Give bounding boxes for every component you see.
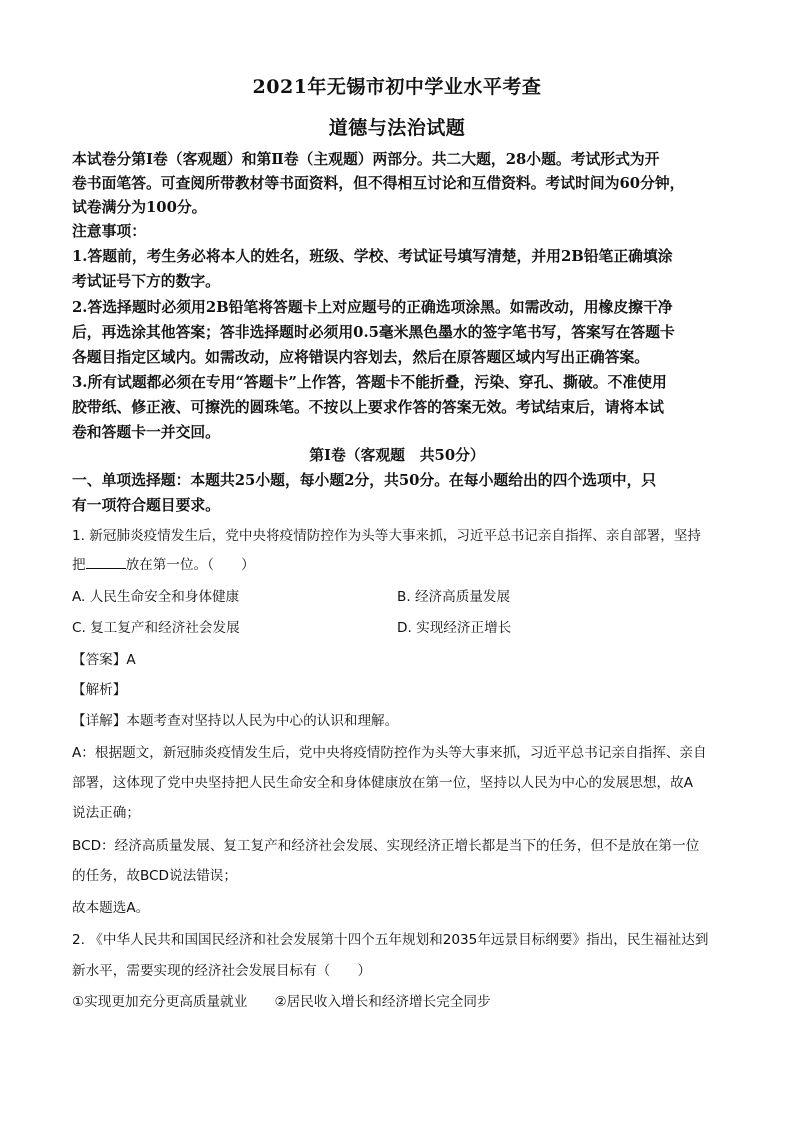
- q1-detail: 【详解】本题考查对坚持以人民为中心的认识和理解。: [72, 713, 399, 729]
- q1-bcd-line-1: BCD：经济高质量发展、复工复产和经济社会发展、实现经济正增长都是当下的任务，但不是放在第一位: [72, 838, 700, 854]
- q1-conclusion: 故本题选A。: [72, 900, 150, 916]
- q1-option-b: B. 经济高质量发展: [397, 589, 511, 605]
- q1-option-d: D. 实现经济正增长: [397, 620, 512, 636]
- notes-line-2: 考试证号下方的数字。: [72, 273, 220, 290]
- q1-a-line-2: 部署，这体现了党中央坚持把人民生命安全和身体健康放在第一位，坚持以人民为中心的发展思想，故A: [72, 775, 694, 791]
- notes-line-5: 各题目指定区域内。如需改动，应将错误内容划去，然后在原答题区域内写出正确答案。: [72, 349, 650, 366]
- section-line-2: 有一项符合题目要求。: [72, 497, 220, 514]
- intro-line-1: 本试卷分第Ⅰ卷（客观题）和第Ⅱ卷（主观题）两部分。共二大题，28小题。考试形式为开: [72, 151, 660, 168]
- notes-line-3: 2.答选择题时必须用2B铅笔将答题卡上对应题号的正确选项涂黑。如需改动，用橡皮擦干净: [72, 299, 673, 316]
- section-line-1: 一、单项选择题：本题共25小题，每小题2分，共50分。在每小题给出的四个选项中，只: [72, 472, 657, 489]
- q1-a-line-3: 说法正确；: [72, 805, 140, 821]
- q1-bcd-line-2: 的任务，故BCD说法错误；: [72, 868, 237, 884]
- q1-analysis-label: 【解析】: [72, 682, 127, 698]
- q1-option-a: A. 人民生命安全和身体健康: [72, 589, 240, 605]
- q1-stem-prefix: 把: [72, 557, 86, 573]
- q2-items-line: ①实现更加充分更高质量就业 ②居民收入增长和经济增长完全同步: [72, 994, 491, 1010]
- part1-heading: 第Ⅰ卷（客观题 共50分）: [309, 447, 485, 464]
- intro-line-3: 试卷满分为100分。: [72, 199, 207, 216]
- q1-stem-line-2: [72, 553, 255, 573]
- q2-stem-line-2: 新水平，需要实现的经济社会发展目标有（ ）: [72, 963, 372, 979]
- q1-a-line-1: A：根据题文，新冠肺炎疫情发生后，党中央将疫情防控作为头等大事来抓，习近平总书记亲自指挥、亲自: [72, 745, 707, 761]
- notes-line-6: 3.所有试题都必须在专用“答题卡”上作答，答题卡不能折叠，污染、穿孔、撕破。不准使用: [72, 374, 667, 391]
- q2-stem-line-1: 2. 《中华人民共和国国民经济和社会发展第十四个五年规划和2035年远景目标纲要》指出，民生福祉达到: [72, 932, 709, 948]
- exam-subtitle: 道德与法治试题: [328, 117, 466, 139]
- q1-stem-suffix: 放在第一位。（ ）: [125, 557, 255, 573]
- notes-line-7: 胶带纸、修正液、可擦洗的圆珠笔。不按以上要求作答的答案无效。考试结束后，请将本试: [72, 399, 664, 416]
- q1-option-c: C. 复工复产和经济社会发展: [72, 620, 240, 636]
- exam-title: 2021年无锡市初中学业水平考查: [252, 76, 542, 98]
- notes-line-8: 卷和答题卡一并交回。: [72, 424, 220, 441]
- q1-answer: 【答案】A: [72, 652, 136, 668]
- notes-line-1: 1.答题前，考生务必将本人的姓名，班级、学校、考试证号填写清楚，并用2B铅笔正确填涂: [72, 248, 673, 265]
- notes-line-4: 后，再选涂其他答案；答非选择题时必须用0.5毫米黑色墨水的签字笔书写，答案写在答题卡: [72, 324, 675, 341]
- notes-heading: 注意事项：: [72, 223, 146, 240]
- fill-blank: [86, 555, 126, 569]
- q1-stem-line-1: 1. 新冠肺炎疫情发生后，党中央将疫情防控作为头等大事来抓，习近平总书记亲自指挥、亲自部署，坚持: [72, 528, 702, 544]
- intro-line-2: 卷书面笔答。可查阅所带教材等书面资料，但不得相互讨论和互借资料。考试时间为60分钟，: [72, 175, 685, 192]
